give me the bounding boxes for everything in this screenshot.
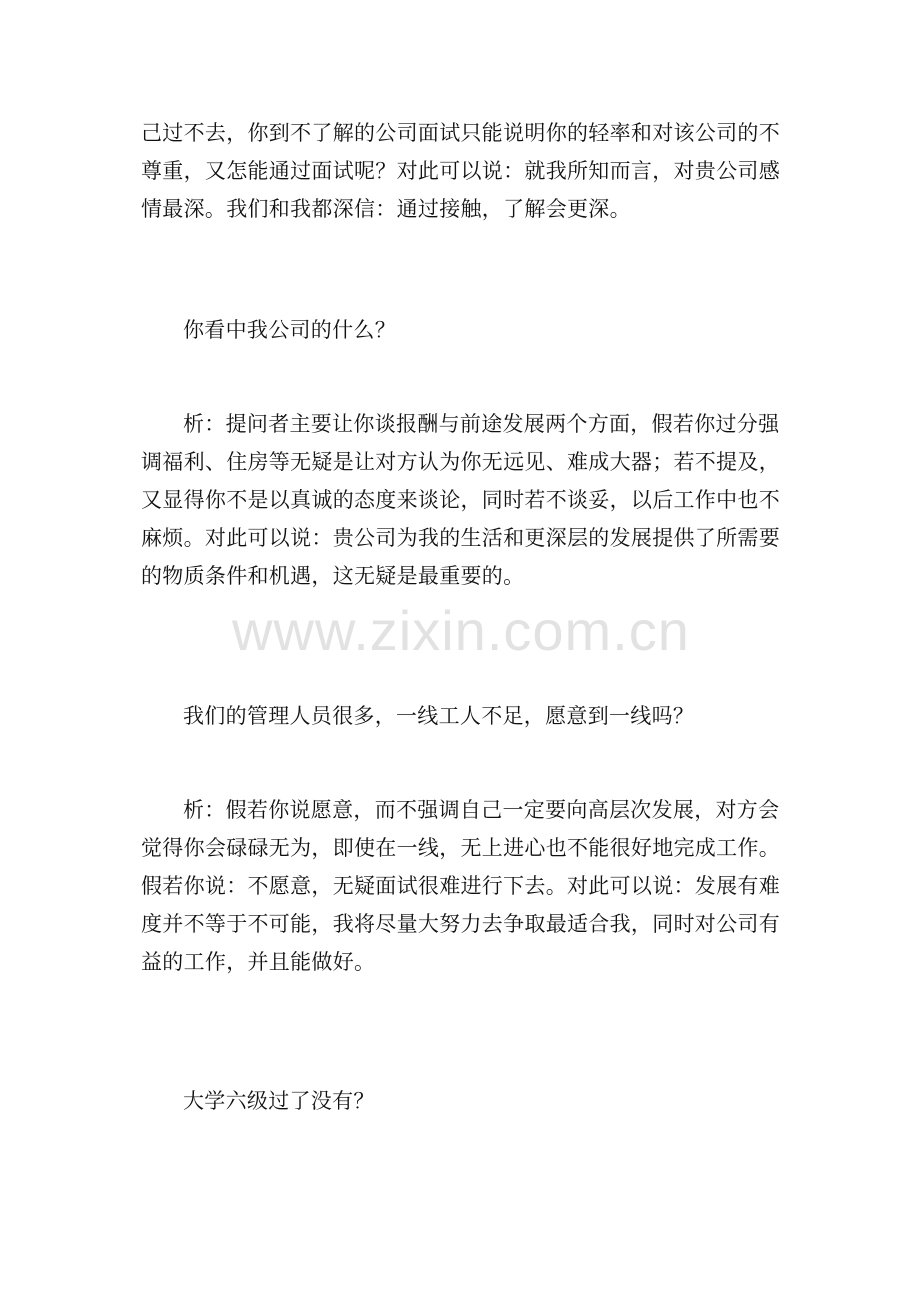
text-line: 度并不等于不可能，我将尽量大努力去争取最适合我，同时对公司有 (141, 912, 780, 936)
text-line: 又显得你不是以真诚的态度来谈论，同时若不谈妥，以后工作中也不 (141, 488, 780, 512)
answer-paragraph-2 (141, 791, 791, 981)
text-line: 尊重，又怎能通过面试呢？对此可以说：就我所知而言，对贵公司感 (141, 159, 780, 183)
text-line: 益的工作，并且能做好。 (141, 950, 376, 974)
text-line: 析：提问者主要让你谈报酬与前途发展两个方面，假若你过分强 (183, 412, 780, 436)
question-text: 我们的管理人员很多，一线工人不足，愿意到一线吗？ (183, 704, 695, 728)
text-line: 假若你说：不愿意，无疑面试很难进行下去。对此可以说：发展有难 (141, 874, 780, 898)
question-heading-3 (141, 1082, 791, 1120)
text-line: 的物质条件和机遇，这无疑是最重要的。 (141, 564, 525, 588)
question-text: 大学六级过了没有？ (183, 1089, 375, 1113)
text-line: 析：假若你说愿意，而不强调自己一定要向高层次发展，对方会 (183, 798, 780, 822)
text-line: 麻烦。对此可以说：贵公司为我的生活和更深层的发展提供了所需要 (141, 526, 780, 550)
paragraph-continuation (141, 114, 791, 228)
answer-paragraph-1 (141, 405, 791, 595)
question-heading-1 (141, 311, 791, 349)
question-text: 你看中我公司的什么？ (183, 318, 396, 342)
question-heading-2 (141, 697, 791, 735)
watermark: www.zixin.com.cn (232, 599, 690, 662)
text-line: 觉得你会碌碌无为，即使在一线，无上进心也不能很好地完成工作。 (141, 836, 780, 860)
text-line: 调福利、住房等无疑是让对方认为你无远见、难成大器；若不提及， (141, 450, 780, 474)
text-line: 己过不去，你到不了解的公司面试只能说明你的轻率和对该公司的不 (141, 121, 780, 145)
text-line: 情最深。我们和我都深信：通过接触，了解会更深。 (141, 197, 631, 221)
